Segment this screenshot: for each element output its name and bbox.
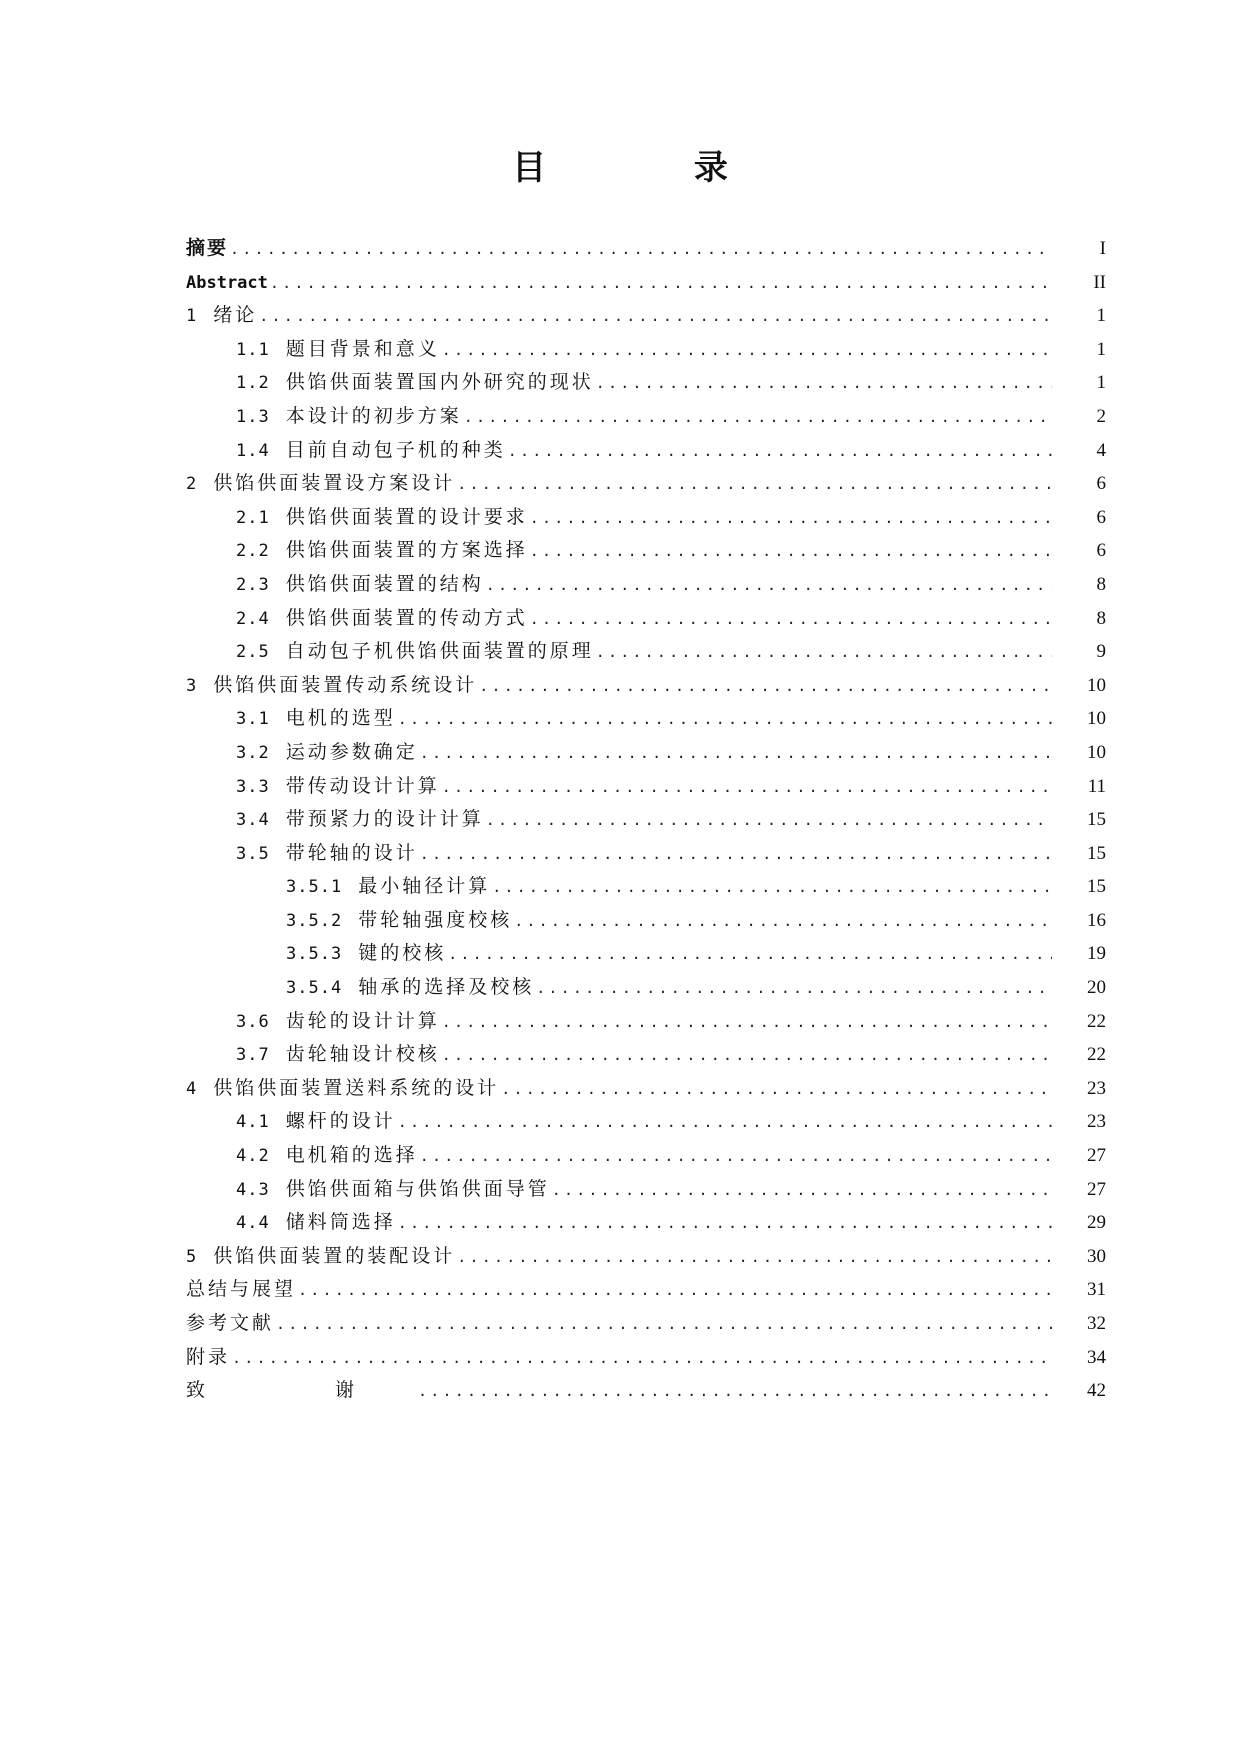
toc-leader bbox=[492, 871, 1052, 905]
toc-number: 3.5 bbox=[236, 843, 270, 864]
toc-label bbox=[186, 1072, 499, 1107]
toc-number: 1 bbox=[186, 306, 198, 327]
toc-label bbox=[236, 333, 440, 368]
toc-text: 绪论 bbox=[213, 304, 258, 327]
toc-entry[interactable] bbox=[186, 1005, 1106, 1039]
toc-entry[interactable] bbox=[186, 602, 1106, 636]
toc-leader bbox=[501, 1073, 1052, 1107]
toc-leader bbox=[420, 838, 1052, 872]
toc-leader bbox=[418, 1375, 1052, 1409]
toc-page-number: 15 bbox=[1087, 842, 1106, 864]
toc-text: 自动包子机供馅供面装置的原理 bbox=[285, 640, 594, 663]
toc-label bbox=[236, 736, 418, 771]
toc-leader bbox=[479, 670, 1052, 704]
toc-label: Abstract bbox=[186, 272, 268, 293]
toc-label bbox=[186, 1240, 455, 1275]
toc-entry[interactable] bbox=[186, 467, 1106, 501]
toc-leader bbox=[232, 1342, 1052, 1376]
toc-entry-summary[interactable] bbox=[186, 1273, 1106, 1307]
toc-label: 参考文献 bbox=[186, 1312, 275, 1334]
toc-number: 3.3 bbox=[236, 776, 270, 797]
toc-leader bbox=[276, 1308, 1052, 1342]
toc-text: 本设计的初步方案 bbox=[285, 404, 462, 427]
toc-page-number: 8 bbox=[1096, 607, 1106, 629]
toc-text: 电机的选型 bbox=[285, 707, 396, 730]
toc-text: 电机箱的选择 bbox=[285, 1144, 418, 1167]
toc-leader bbox=[270, 267, 1052, 301]
toc-label bbox=[186, 669, 477, 704]
toc-number: 2.5 bbox=[236, 642, 270, 663]
toc-text: 供馅供面装置送料系统的设计 bbox=[213, 1076, 500, 1099]
toc-entry[interactable] bbox=[186, 770, 1106, 804]
toc-leader bbox=[457, 1241, 1052, 1275]
toc-page-number: 31 bbox=[1087, 1279, 1106, 1301]
toc-label bbox=[236, 602, 528, 637]
toc-leader bbox=[398, 703, 1052, 737]
toc-number: 2.4 bbox=[236, 608, 270, 629]
table-of-contents bbox=[186, 232, 1106, 1408]
toc-label bbox=[236, 702, 396, 737]
toc-page-number: 32 bbox=[1087, 1313, 1106, 1334]
toc-text: 带轮轴强度校核 bbox=[358, 908, 513, 931]
toc-page-number: I bbox=[1099, 238, 1106, 259]
toc-page-number: 29 bbox=[1087, 1212, 1106, 1234]
toc-number: 4.4 bbox=[236, 1213, 270, 1234]
toc-entry[interactable] bbox=[186, 803, 1106, 837]
toc-leader bbox=[420, 1140, 1052, 1174]
toc-leader bbox=[398, 1207, 1052, 1241]
toc-label bbox=[236, 501, 528, 536]
toc-entry[interactable] bbox=[186, 870, 1106, 904]
toc-entry[interactable] bbox=[186, 568, 1106, 602]
toc-number: 4.3 bbox=[236, 1179, 270, 1200]
toc-leader bbox=[398, 1106, 1052, 1140]
toc-page-number: 6 bbox=[1096, 506, 1106, 528]
toc-leader bbox=[298, 1274, 1052, 1308]
toc-label bbox=[236, 366, 594, 401]
toc-leader bbox=[486, 569, 1052, 603]
toc-text: 螺杆的设计 bbox=[285, 1110, 396, 1133]
toc-text: 供馅供面箱与供馅供面导管 bbox=[285, 1177, 550, 1200]
toc-leader bbox=[552, 1174, 1052, 1208]
toc-page-number: 23 bbox=[1087, 1077, 1106, 1099]
toc-label bbox=[186, 467, 455, 502]
toc-text: 运动参数确定 bbox=[285, 740, 418, 763]
toc-entry[interactable] bbox=[186, 434, 1106, 468]
toc-page-number: 42 bbox=[1087, 1380, 1106, 1402]
toc-text: 键的校核 bbox=[358, 942, 447, 965]
toc-label bbox=[286, 937, 446, 972]
toc-page-number: 19 bbox=[1087, 943, 1106, 965]
toc-text: 供馅供面装置国内外研究的现状 bbox=[285, 371, 594, 394]
toc-page-number: 8 bbox=[1096, 573, 1106, 595]
toc-leader bbox=[486, 804, 1052, 838]
toc-page-number: 30 bbox=[1087, 1245, 1106, 1267]
toc-entry[interactable] bbox=[186, 702, 1106, 736]
toc-text: 目前自动包子机的种类 bbox=[285, 438, 506, 461]
toc-entry[interactable] bbox=[186, 1038, 1106, 1072]
toc-text: 储料筒选择 bbox=[285, 1211, 396, 1234]
toc-number: 4.2 bbox=[236, 1146, 270, 1167]
toc-entry[interactable] bbox=[186, 971, 1106, 1005]
toc-label bbox=[236, 1139, 418, 1174]
toc-page-number: 1 bbox=[1096, 305, 1106, 327]
toc-page-number: 6 bbox=[1096, 540, 1106, 562]
toc-page-number: 6 bbox=[1096, 473, 1106, 495]
toc-entry-abstract-cn[interactable] bbox=[186, 232, 1106, 266]
toc-text: 轴承的选择及校核 bbox=[358, 976, 535, 999]
toc-label bbox=[236, 1038, 440, 1073]
toc-leader bbox=[259, 300, 1052, 334]
toc-leader bbox=[536, 972, 1052, 1006]
toc-leader bbox=[530, 502, 1052, 536]
toc-page-number: 10 bbox=[1087, 741, 1106, 763]
toc-label bbox=[186, 299, 257, 334]
toc-label bbox=[236, 837, 418, 872]
toc-label bbox=[286, 971, 534, 1006]
toc-text: 供馅供面装置的传动方式 bbox=[285, 606, 528, 629]
toc-number: 2 bbox=[186, 474, 198, 495]
toc-label bbox=[286, 904, 512, 939]
toc-label bbox=[236, 1005, 440, 1040]
toc-label bbox=[236, 400, 462, 435]
toc-label bbox=[236, 803, 484, 838]
toc-number: 5 bbox=[186, 1246, 198, 1267]
toc-entry-references[interactable] bbox=[186, 1307, 1106, 1341]
toc-page-number: 9 bbox=[1096, 641, 1106, 663]
toc-page-number: 2 bbox=[1096, 405, 1106, 427]
toc-number: 2.3 bbox=[236, 574, 270, 595]
toc-text: 带轮轴的设计 bbox=[285, 841, 418, 864]
toc-page-number: 23 bbox=[1087, 1111, 1106, 1133]
toc-entry[interactable] bbox=[186, 1173, 1106, 1207]
toc-page-number: 27 bbox=[1087, 1178, 1106, 1200]
toc-page-number: 22 bbox=[1087, 1044, 1106, 1066]
toc-label bbox=[236, 568, 484, 603]
toc-text: 带传动设计计算 bbox=[285, 774, 440, 797]
toc-label bbox=[236, 1173, 550, 1208]
toc-entry[interactable] bbox=[186, 937, 1106, 971]
toc-entry[interactable] bbox=[186, 534, 1106, 568]
toc-number: 3.7 bbox=[236, 1045, 270, 1066]
toc-entry[interactable] bbox=[186, 736, 1106, 770]
toc-text: 齿轮的设计计算 bbox=[285, 1009, 440, 1032]
toc-number: 4.1 bbox=[236, 1112, 270, 1133]
toc-number: 2.2 bbox=[236, 541, 270, 562]
toc-text: 供馅供面装置传动系统设计 bbox=[213, 673, 478, 696]
toc-number: 3.2 bbox=[236, 742, 270, 763]
toc-number: 2.1 bbox=[236, 507, 270, 528]
toc-entry[interactable] bbox=[186, 366, 1106, 400]
toc-leader bbox=[508, 435, 1052, 469]
toc-number: 3.5.4 bbox=[286, 978, 343, 999]
toc-page-number: 20 bbox=[1087, 977, 1106, 999]
toc-entry[interactable] bbox=[186, 1105, 1106, 1139]
toc-number: 3.5.1 bbox=[286, 877, 343, 898]
toc-entry[interactable] bbox=[186, 669, 1106, 703]
toc-text: 带预紧力的设计计算 bbox=[285, 808, 484, 831]
toc-leader bbox=[596, 367, 1052, 401]
toc-entry[interactable] bbox=[186, 1072, 1106, 1106]
toc-page-number: 27 bbox=[1087, 1145, 1106, 1167]
toc-text: 齿轮轴设计校核 bbox=[285, 1043, 440, 1066]
toc-leader bbox=[442, 1039, 1052, 1073]
page-title: 目 录 bbox=[512, 148, 796, 188]
toc-label bbox=[236, 434, 506, 469]
toc-entry[interactable] bbox=[186, 635, 1106, 669]
toc-page-number: 16 bbox=[1087, 909, 1106, 931]
toc-leader bbox=[442, 771, 1052, 805]
toc-number: 1.3 bbox=[236, 406, 270, 427]
toc-leader bbox=[530, 603, 1052, 637]
toc-number: 3.1 bbox=[236, 709, 270, 730]
toc-page-number: 10 bbox=[1087, 674, 1106, 696]
toc-label: 附录 bbox=[186, 1345, 231, 1368]
toc-entry[interactable] bbox=[186, 333, 1106, 367]
toc-page-number: II bbox=[1093, 271, 1106, 293]
toc-entry[interactable] bbox=[186, 501, 1106, 535]
toc-leader bbox=[464, 401, 1052, 435]
toc-text: 供馅供面装置设方案设计 bbox=[213, 472, 456, 495]
toc-leader bbox=[230, 233, 1052, 267]
toc-number: 3.6 bbox=[236, 1011, 270, 1032]
toc-leader bbox=[596, 636, 1052, 670]
toc-text: 题目背景和意义 bbox=[285, 337, 440, 360]
toc-entry-abstract-en[interactable] bbox=[186, 266, 1106, 300]
toc-label: 总结与展望 bbox=[186, 1278, 297, 1301]
toc-leader bbox=[442, 334, 1052, 368]
toc-number: 4 bbox=[186, 1078, 198, 1099]
toc-text: 供馅供面装置的装配设计 bbox=[213, 1244, 456, 1267]
toc-label bbox=[236, 770, 440, 805]
toc-label: 摘要 bbox=[186, 237, 229, 259]
toc-leader bbox=[514, 905, 1052, 939]
toc-page-number: 1 bbox=[1096, 372, 1106, 394]
toc-label bbox=[236, 1206, 396, 1241]
toc-entry-acknowledgements[interactable] bbox=[186, 1374, 1106, 1408]
toc-number: 1.1 bbox=[236, 339, 270, 360]
toc-leader bbox=[457, 468, 1052, 502]
toc-label bbox=[236, 635, 594, 670]
toc-number: 3.5.3 bbox=[286, 944, 343, 965]
toc-page-number: 15 bbox=[1087, 809, 1106, 831]
toc-label bbox=[286, 870, 490, 905]
toc-leader bbox=[442, 1006, 1052, 1040]
toc-leader bbox=[448, 938, 1052, 972]
toc-number: 3.5.2 bbox=[286, 910, 343, 931]
toc-page-number: 22 bbox=[1087, 1010, 1106, 1032]
toc-text: 最小轴径计算 bbox=[358, 875, 491, 898]
toc-entry[interactable] bbox=[186, 299, 1106, 333]
toc-leader bbox=[530, 535, 1052, 569]
toc-text: 供馅供面装置的设计要求 bbox=[285, 505, 528, 528]
toc-page-number: 11 bbox=[1087, 775, 1106, 797]
toc-page-number: 15 bbox=[1087, 876, 1106, 898]
toc-number: 1.4 bbox=[236, 440, 270, 461]
toc-entry[interactable] bbox=[186, 904, 1106, 938]
toc-leader bbox=[420, 737, 1052, 771]
toc-entry[interactable] bbox=[186, 1240, 1106, 1274]
toc-page-number: 1 bbox=[1096, 338, 1106, 360]
toc-number: 3.4 bbox=[236, 810, 270, 831]
toc-entry[interactable] bbox=[186, 1139, 1106, 1173]
toc-entry[interactable] bbox=[186, 1206, 1106, 1240]
toc-entry-appendix[interactable] bbox=[186, 1341, 1106, 1375]
toc-page-number: 4 bbox=[1096, 439, 1106, 461]
toc-entry[interactable] bbox=[186, 400, 1106, 434]
toc-number: 3 bbox=[186, 675, 198, 696]
toc-entry[interactable] bbox=[186, 837, 1106, 871]
toc-text: 供馅供面装置的结构 bbox=[285, 572, 484, 595]
toc-label bbox=[236, 1105, 396, 1140]
toc-text: 供馅供面装置的方案选择 bbox=[285, 539, 528, 562]
toc-page-number: 34 bbox=[1087, 1346, 1106, 1368]
toc-number: 1.2 bbox=[236, 373, 270, 394]
toc-page-number: 10 bbox=[1087, 708, 1106, 730]
toc-label bbox=[236, 534, 528, 569]
toc-label: 致 谢 bbox=[186, 1379, 417, 1402]
